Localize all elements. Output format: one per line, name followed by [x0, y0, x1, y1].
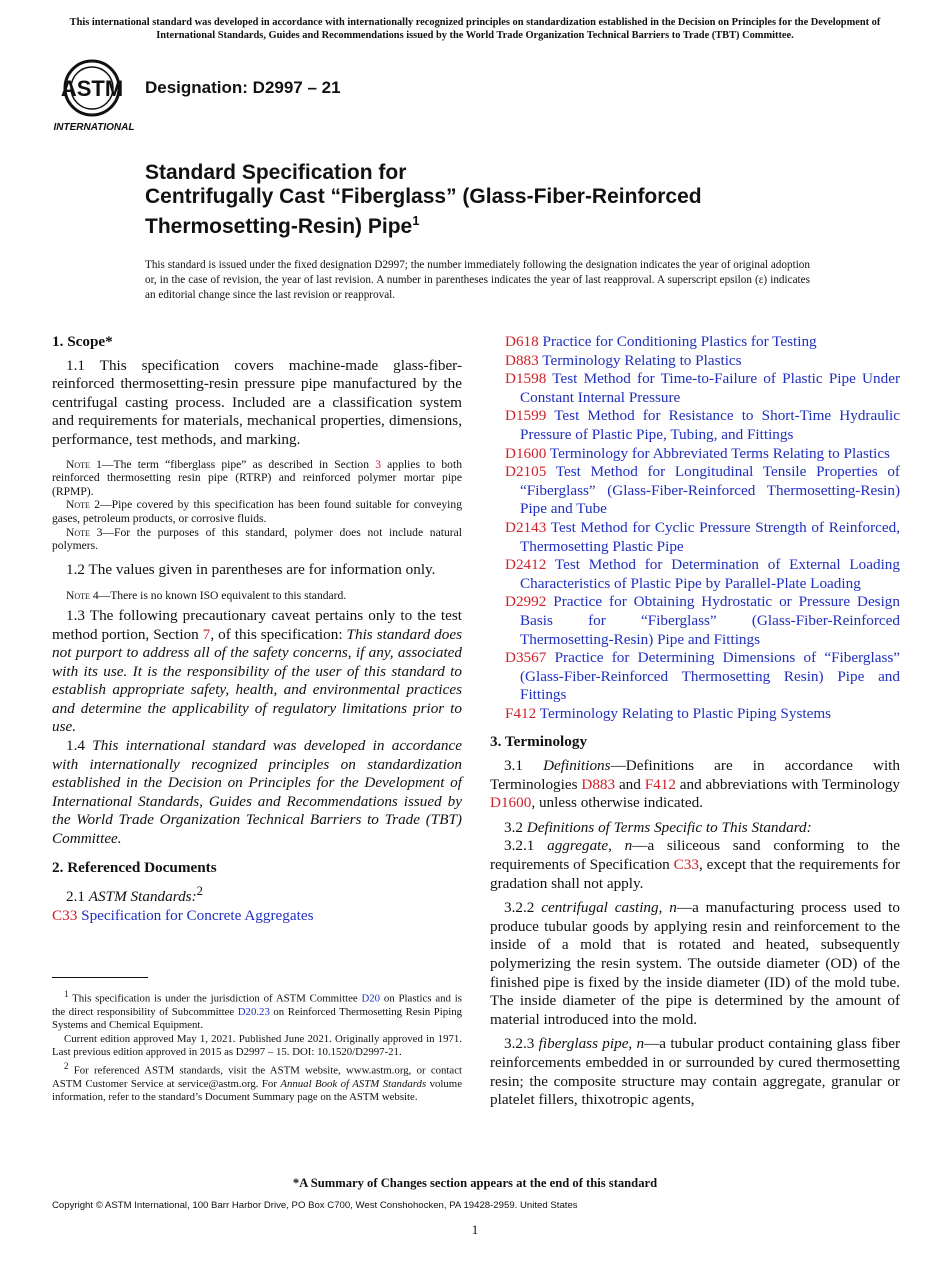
- para-1-2: 1.2 The values given in parentheses are for information only.: [66, 560, 436, 578]
- page-title: [145, 161, 865, 239]
- ref-item[interactable]: F412 Terminology Relating to Plastic Piping Systems: [505, 704, 832, 722]
- para-3-2-3: 3.2.3 fiberglass pipe, n—a tubular product containing glass fiber reinforcements embedded in or surrounded by cured thermosetting resin; the composite structure may contain aggregate, granular or platelet fillers, thixotropic agents,: [490, 1035, 900, 1109]
- c33-link[interactable]: C33: [673, 856, 699, 874]
- ref-item[interactable]: D618 Practice for Conditioning Plastics for Testing: [505, 333, 817, 350]
- logo-subtext: INTERNATIONAL: [53, 122, 135, 133]
- para-3-2-1: 3.2.1 aggregate, n—a siliceous sand conforming to the requirements of Specification C33, except that the requirements for gradation shall not apply.: [490, 837, 901, 892]
- logo-text: ASTM: [60, 76, 124, 101]
- designation: Designation: D2997 – 21: [145, 78, 341, 97]
- scope-heading: 1. Scope*: [52, 333, 113, 350]
- ref-item[interactable]: D3567 Practice for Determining Dimensions of “Fiberglass” (Glass-Fiber-Reinforced Thermosetting Resin) Pipe and Fittings: [505, 649, 901, 704]
- d1600-link[interactable]: D1600: [490, 794, 532, 812]
- para-2-1: 2.1 ASTM Standards:$^2$: [66, 884, 203, 906]
- section-7-link[interactable]: 7: [202, 625, 211, 643]
- d883-link[interactable]: D883: [581, 775, 616, 793]
- title-footnote-ref[interactable]: 1: [412, 213, 420, 228]
- para-3-2: 3.2 Definitions of Terms Specific to This Standard:: [504, 818, 812, 836]
- para-1-1: 1.1 This specification covers machine-made glass-fiber-reinforced thermosetting-resin pressure pipe manufactured by the centrifugal casting process. Included are a classification system and requirements for materials, mechanical properties, dimensions, performance, test methods, and marking.: [52, 356, 462, 448]
- ref-item[interactable]: D1600 Terminology for Abbreviated Terms Relating to Plastics: [505, 444, 890, 462]
- right-column: [490, 333, 900, 1110]
- para-3-2-2: 3.2.2 centrifugal casting, n—a manufacturing process used to produce tubular goods by applying resin and reinforcement to the inside of a mold that is rotated and heated, subsequently polymerizing the resin system. The outside diameter (OD) of the finished pipe is fixed by the inside diameter (ID) of the mold tube. The inside diameter of the pipe is determined by the amount of material introduced into the mold.: [490, 899, 900, 1028]
- ref-item[interactable]: D1599 Test Method for Resistance to Short-Time Hydraulic Pressure of Plastic Pipe, Tubing, and Fittings: [505, 407, 900, 443]
- note-2: Note 2—Pipe covered by this specification has been found suitable for conveying gases, petroleum products, or corrosive fluids.: [52, 498, 462, 525]
- para-1-4: 1.4 This international standard was developed in accordance with internationally recognized principles on standardization established in the Decision on Principles for the Development of International Standards, Guides and Recommendations issued by the World Trade Organization Technical Barriers to Trade (TBT) Committee.: [52, 737, 463, 848]
- ref-item[interactable]: D2412 Test Method for Determination of External Loading Characteristics of Plastic Pipe by Parallel-Plate Loading: [505, 556, 900, 592]
- f412-link[interactable]: F412: [644, 775, 676, 793]
- para-3-1: 3.1 Definitions—Definitions are in accordance with Terminologies D883 and F412 and abbreviations with Terminology D1600, unless otherwise indicated.: [490, 757, 901, 812]
- footnote-1-edition: Current edition approved May 1, 2021. Published June 2021. Originally approved in 1971. Last previous edition approved in 2015 as D2997 – 15. DOI: 10.1520/D2997-21.: [52, 1032, 462, 1059]
- footnotes: [52, 988, 462, 1104]
- ref-item[interactable]: C33 Specification for Concrete Aggregates: [52, 906, 314, 924]
- header-notice: This international standard was developed in accordance with internationally recognized principles on standardization established in the Decision on Principles for the Development of International Standards, Guides and Recommendations issued by the World Trade Organization Technical Barriers to Trade (TBT) Committee.: [69, 17, 881, 41]
- ref-item[interactable]: D2105 Test Method for Longitudinal Tensile Properties of “Fiberglass” (Glass-Fiber-Reinforced Thermosetting-Resin) Pipe and Tube: [505, 463, 900, 518]
- subcommittee-link[interactable]: D20.23: [237, 1006, 270, 1018]
- copyright: Copyright © ASTM International, 100 Barr Harbor Drive, PO Box C700, West Conshohocken, PA 19428-2959. United States: [52, 1200, 578, 1211]
- para-1-3: 1.3 The following precautionary caveat pertains only to the test method portion, Section 7, of this specification: This standard does not purport to address all of the safety concerns, if any, associated with its use. It is the responsibility of the user of this standard to establish appropriate safety, health, and environmental practices and determine the applicability of regulatory limitations prior to use.: [52, 606, 462, 736]
- title-line-1: Standard Specification for: [145, 161, 407, 184]
- note-3: Note 3—For the purposes of this standard, polymer does not include natural polymers.: [52, 525, 462, 553]
- committee-d20-link[interactable]: D20: [361, 992, 381, 1005]
- footnote-2-ref[interactable]: 2: [196, 884, 203, 899]
- refdocs-heading: 2. Referenced Documents: [52, 858, 217, 876]
- ref-item[interactable]: D1598 Test Method for Time-to-Failure of Plastic Pipe Under Constant Internal Pressure: [505, 370, 900, 406]
- footnote-divider: [52, 977, 148, 978]
- footnote-2: $^2$ For referenced ASTM standards, visit the ASTM website, www.astm.org, or contact ASTM Customer Service at service@astm.org. For Annual Book of ASTM Standards volume information, refer to the standard’s Document Summary page on the ASTM website.: [52, 1060, 462, 1104]
- section-3-link[interactable]: 3: [375, 457, 381, 471]
- astm-logo: [52, 58, 136, 134]
- issued-note: This standard is issued under the fixed designation D2997; the number immediately following the designation indicates the year of original adoption or, in the case of revision, the year of last revision. A number in parentheses indicates the year of last reapproval. A superscript epsilon (ε) indicates an editorial change since the last revision or reapproval.: [145, 259, 810, 301]
- note-4: Note 4—There is no known ISO equivalent to this standard.: [66, 589, 347, 603]
- footnote-1: $^1$ This specification is under the jurisdiction of ASTM Committee D20 on Plastics and is the direct responsibility of Subcommittee D20.23 on Reinforced Thermosetting Resin Piping Systems and Chemical Equipment.: [52, 989, 462, 1032]
- terminology-heading: 3. Terminology: [490, 733, 588, 751]
- page-number: 1: [471, 1222, 479, 1237]
- title-line-2: Centrifugally Cast “Fiberglass” (Glass-Fiber-Reinforced: [145, 185, 702, 208]
- summary-of-changes-note: *A Summary of Changes section appears at the end of this standard: [292, 1176, 658, 1190]
- ref-item[interactable]: D2143 Test Method for Cyclic Pressure Strength of Reinforced, Thermosetting Plastic Pipe: [505, 518, 900, 555]
- ref-item[interactable]: D883 Terminology Relating to Plastics: [505, 351, 742, 369]
- ref-item[interactable]: D2992 Practice for Obtaining Hydrostatic or Pressure Design Basis for “Fiberglass” (Glass-Fiber-Reinforced Thermosetting-Resin) Pipe and Fittings: [505, 593, 900, 648]
- left-column: [52, 333, 462, 925]
- title-line-3: Thermosetting-Resin) Pipe$^1$: [145, 213, 420, 238]
- note-1: Note 1—The term “fiberglass pipe” as described in Section 3 applies to both reinforced thermosetting resin pipe (RTRP) and reinforced polymer mortar pipe (RPMP).: [52, 457, 462, 498]
